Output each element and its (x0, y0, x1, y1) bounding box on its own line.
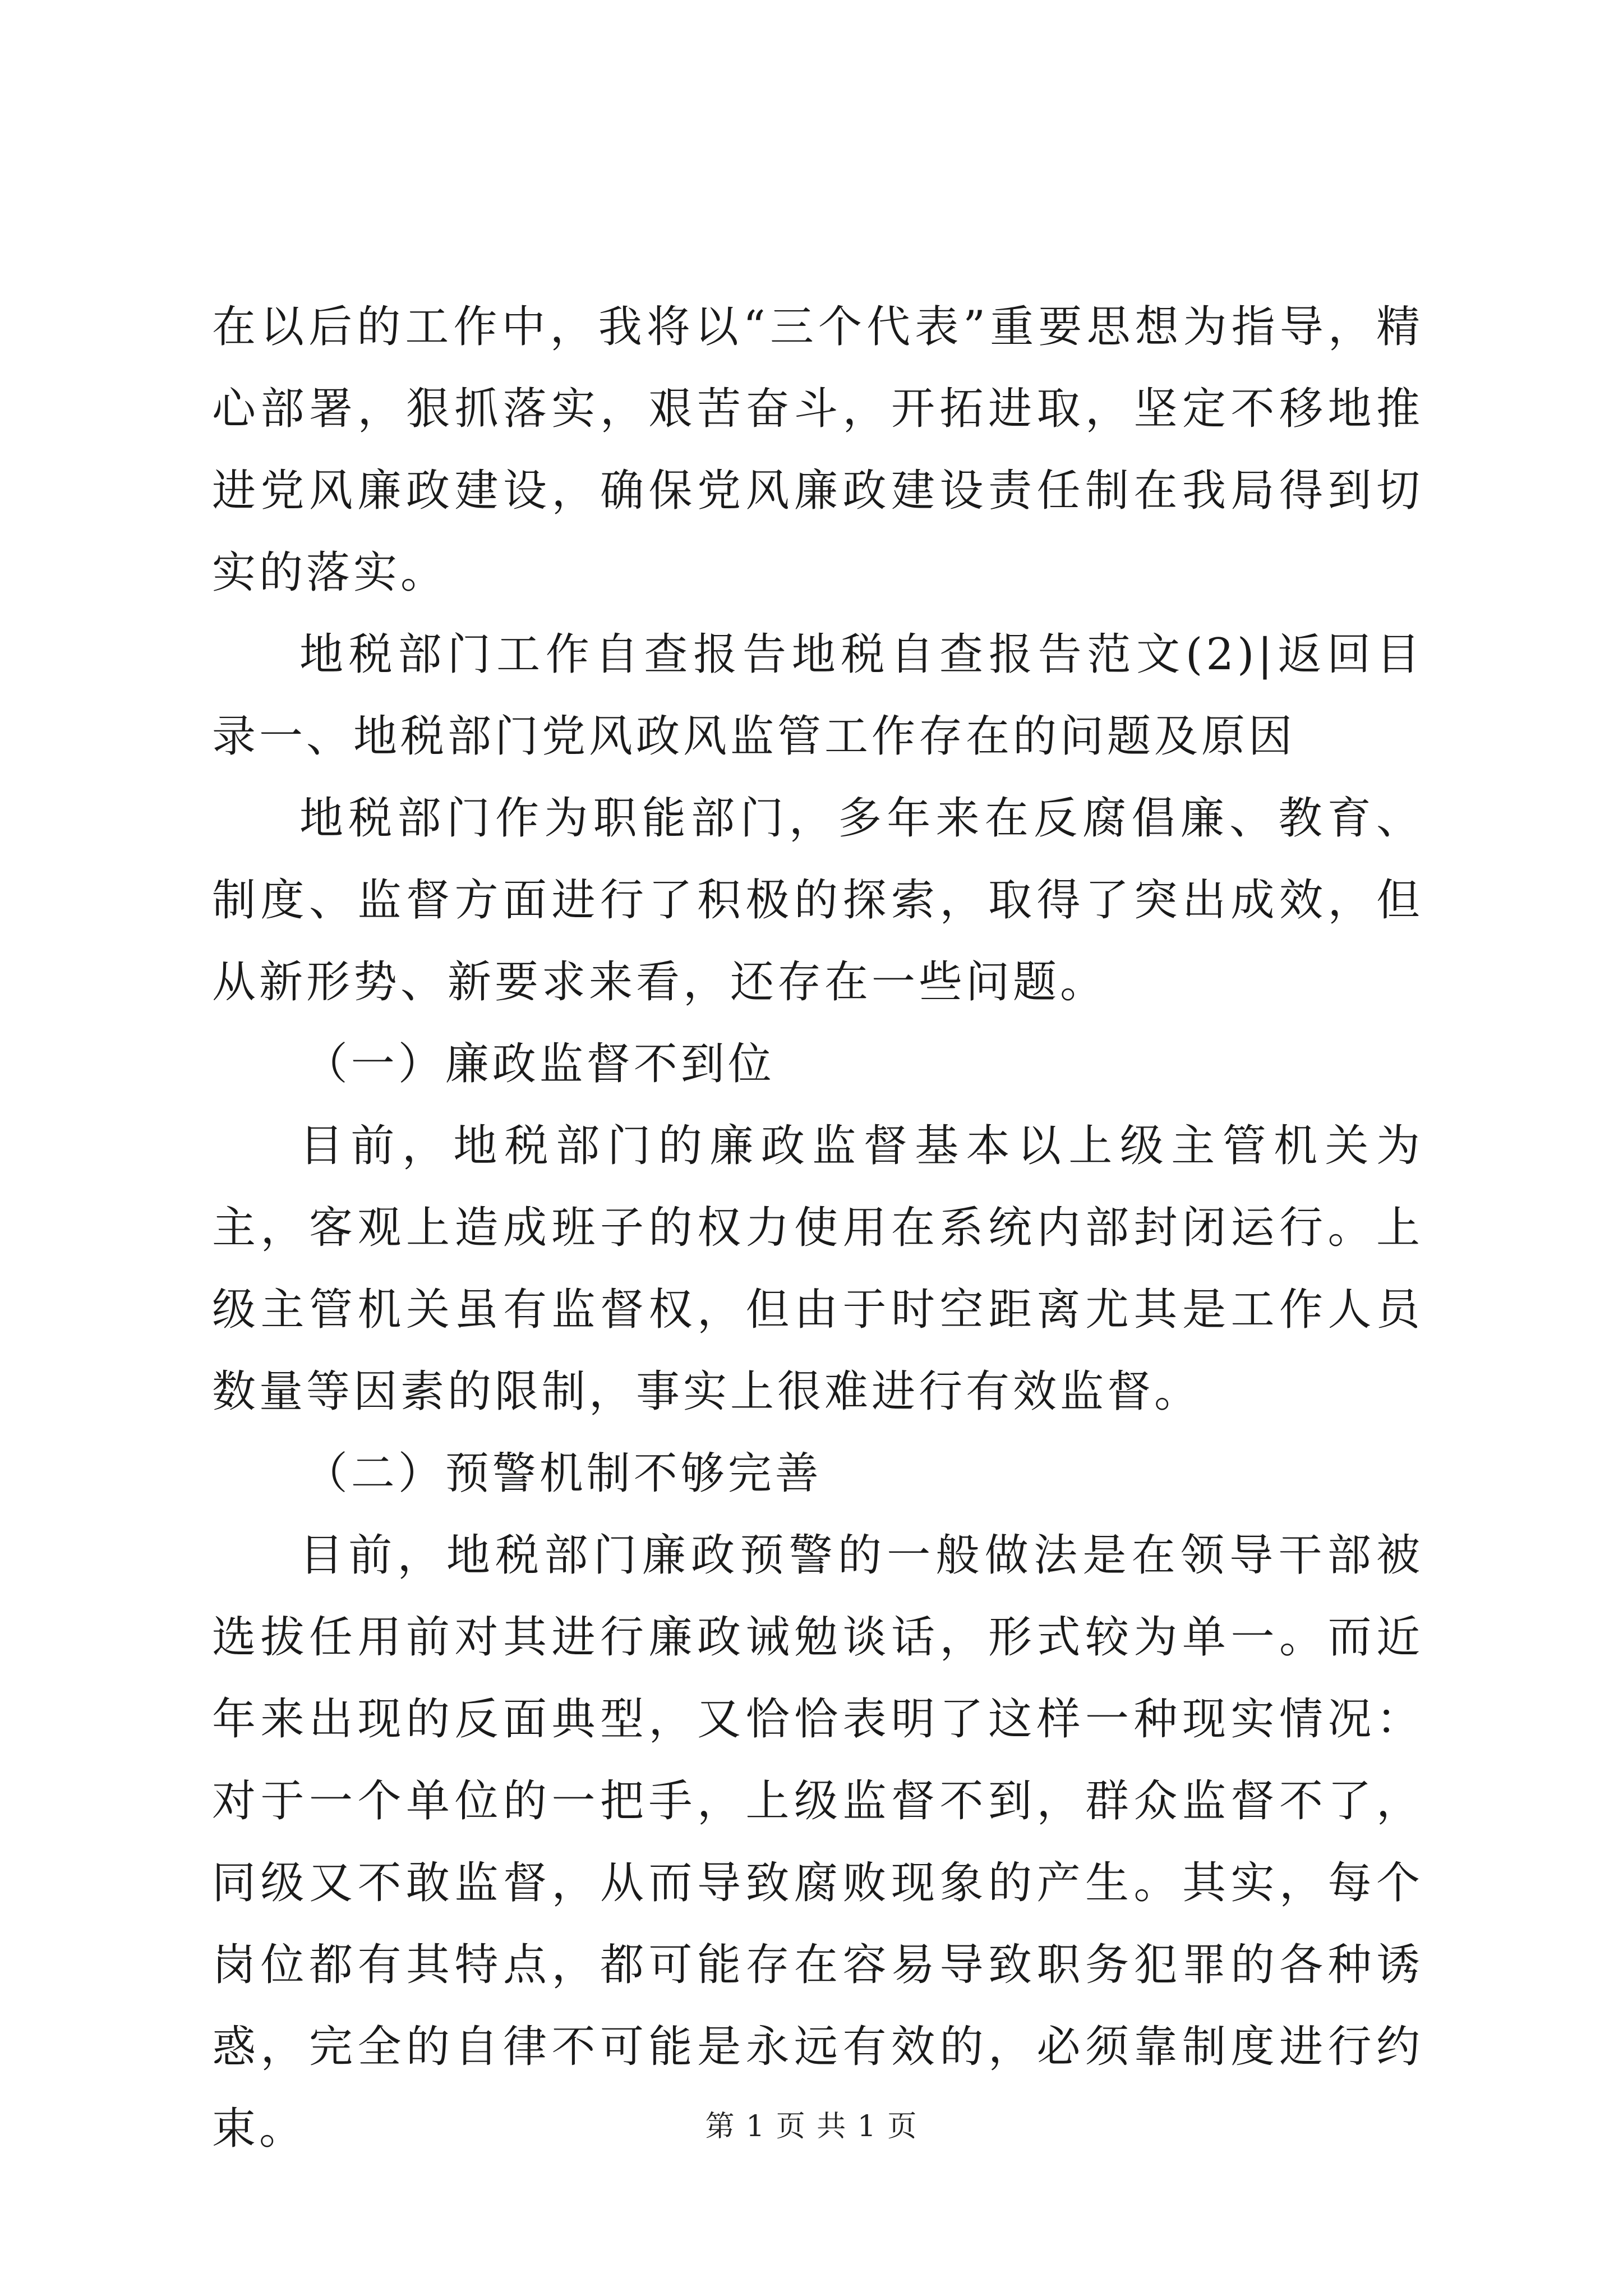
paragraph-warning-mechanism: 目前，地税部门廉政预警的一般做法是在领导干部被选拔任用前对其进行廉政诫勉谈话，形式较为单一。而近年来出现的反面典型，又恰恰表明了这样一种现实情况：对于一个单位的一把手，上级监督不到，群众监督不了，同级又不敢监督，从而导致腐败现象的产生。其实，每个岗位都有其特点，都可能存在容易导致职务犯罪的各种诱惑，完全的自律不可能是永远有效的，必须靠制度进行约束。 (212, 1530, 1423, 2154)
subheading-supervision: （一）廉政监督不到位 (303, 1039, 775, 1089)
document-body (212, 286, 1423, 2170)
paragraph-conclusion: 在以后的工作中，我将以“三个代表”重要思想为指导，精心部署，狠抓落实，艰苦奋斗，开拓进取，坚定不移地推进党风廉政建设，确保党风廉政建设责任制在我局得到切实的落实。 (212, 302, 1423, 598)
paragraph-supervision: 目前，地税部门的廉政监督基本以上级主管机关为主，客观上造成班子的权力使用在系统内部封闭运行。上级主管机关虽有监督权，但由于时空距离尤其是工作人员数量等因素的限制，事实上很难进行有效监督。 (212, 1121, 1423, 1417)
page-footer: 第 1 页 共 1 页 (705, 2110, 918, 2143)
paragraph-section-title: 地税部门工作自查报告地税自查报告范文(2)|返回目录一、地税部门党风政风监管工作存在的问题及原因 (212, 629, 1423, 762)
paragraph-intro: 地税部门作为职能部门，多年来在反腐倡廉、教育、制度、监督方面进行了积极的探索，取得了突出成效，但从新形势、新要求来看，还存在一些问题。 (212, 793, 1423, 1007)
subheading-warning-mechanism: （二）预警机制不够完善 (303, 1448, 822, 1499)
